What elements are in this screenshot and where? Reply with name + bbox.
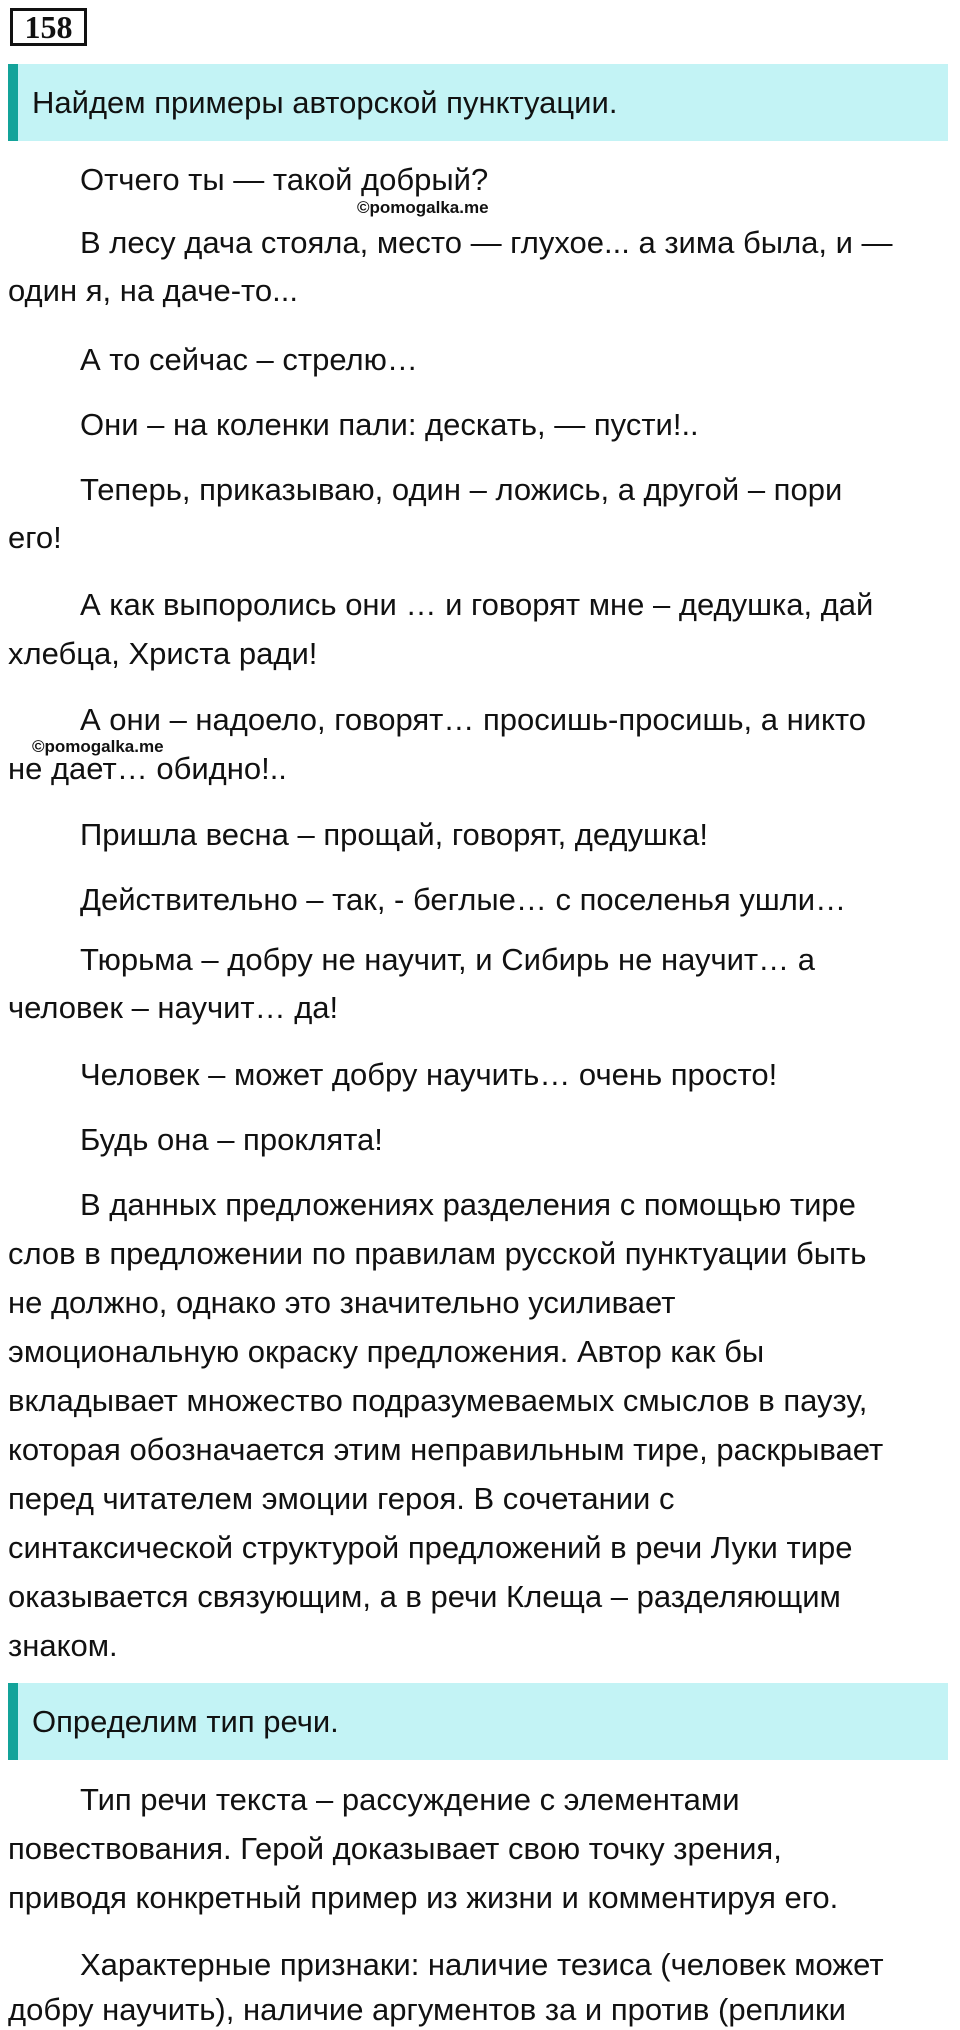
text-line: его! — [8, 520, 62, 555]
task-number: 158 — [10, 8, 87, 46]
text-line: Теперь, приказываю, один – ложись, а другой – пори — [80, 472, 843, 507]
text-line: хлебца, Христа ради! — [8, 636, 318, 671]
text-line: синтаксической структурой предложений в речи Луки тире — [8, 1530, 853, 1565]
text-line: знаком. — [8, 1628, 118, 1663]
text-line: Человек – может добру научить… очень просто! — [80, 1057, 778, 1092]
text-line: человек – научит… да! — [8, 990, 339, 1025]
text-line: которая обозначается этим неправильным тире, раскрывает — [8, 1432, 884, 1467]
text-line: добру научить), наличие аргументов за и против (реплики — [8, 1992, 846, 2027]
text-line: вкладывает множество подразумеваемых смыслов в паузу, — [8, 1383, 868, 1418]
text-line: Пришла весна – прощай, говорят, дедушка! — [80, 817, 708, 852]
text-line: А как выпоролись они … и говорят мне – дедушка, дай — [80, 587, 874, 622]
section-header-punctuation: Найдем примеры авторской пунктуации. — [8, 64, 948, 141]
text-line: А то сейчас – стрелю… — [80, 342, 418, 377]
section-header-speech-type: Определим тип речи. — [8, 1683, 948, 1760]
text-line: не дает… обидно!.. — [8, 751, 287, 786]
text-line: Будь она – проклята! — [80, 1122, 383, 1157]
text-line: А они – надоело, говорят… просишь-просишь, а никто — [80, 702, 867, 737]
text-line: В лесу дача стояла, место — глухое... а зима была, и — — [80, 225, 893, 260]
text-line: слов в предложении по правилам русской пунктуации быть — [8, 1236, 867, 1271]
text-line: Тюрьма – добру не научит, и Сибирь не научит… а — [80, 942, 815, 977]
text-line: оказывается связующим, а в речи Клеща – разделяющим — [8, 1579, 841, 1614]
text-line: В данных предложениях разделения с помощью тире — [80, 1187, 856, 1222]
text-line: Они – на коленки пали: дескать, — пусти!.. — [80, 407, 699, 442]
text-line: не должно, однако это значительно усиливает — [8, 1285, 676, 1320]
text-line: эмоциональную окраску предложения. Автор как бы — [8, 1334, 765, 1369]
text-line: Действительно – так, - беглые… с поселенья ушли… — [80, 882, 847, 917]
text-line: Характерные признаки: наличие тезиса (человек может — [80, 1947, 884, 1982]
watermark: ©pomogalka.me — [32, 737, 164, 756]
text-line: повествования. Герой доказывает свою точку зрения, — [8, 1831, 782, 1866]
watermark: ©pomogalka.me — [357, 198, 489, 217]
text-line: Отчего ты — такой добрый? — [80, 162, 489, 197]
text-line: приводя конкретный пример из жизни и комментируя его. — [8, 1880, 839, 1915]
text-line: один я, на даче-то... — [8, 273, 298, 308]
text-line: Тип речи текста – рассуждение с элементами — [80, 1782, 740, 1817]
text-line: перед читателем эмоции героя. В сочетании с — [8, 1481, 675, 1516]
